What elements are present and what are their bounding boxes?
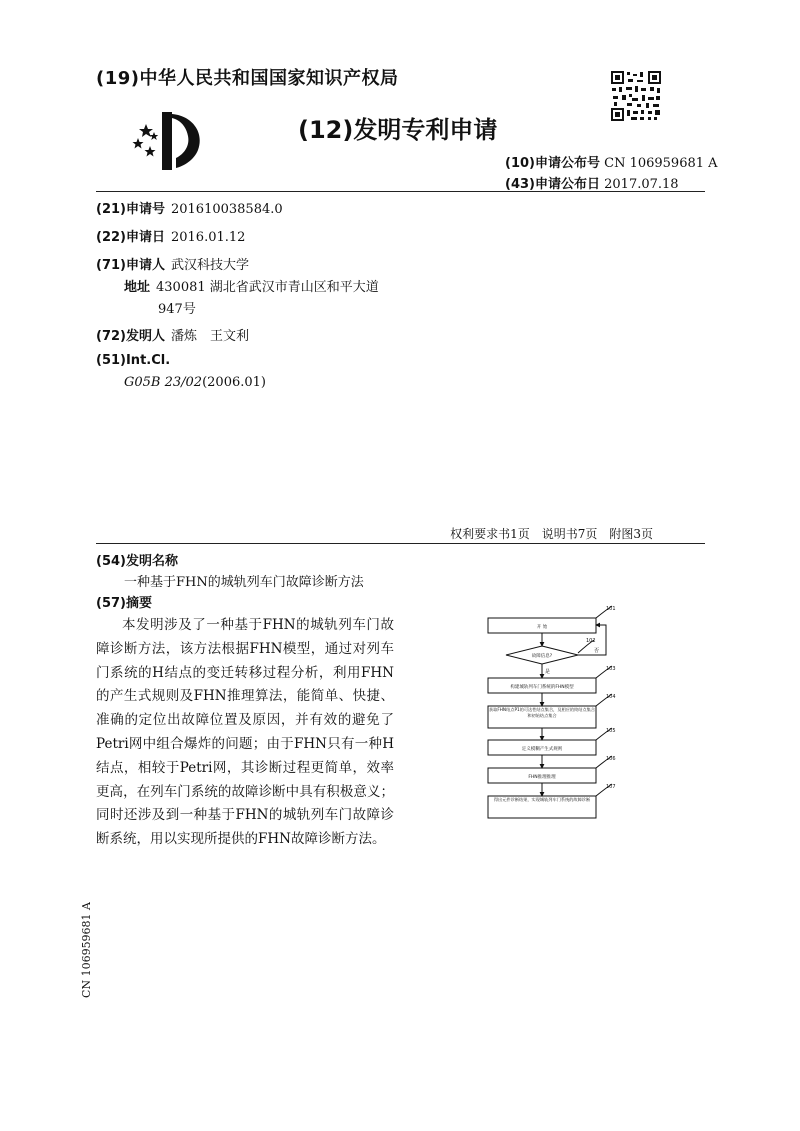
inventor-names: 潘炼 王文利	[170, 329, 249, 344]
step-101-text: 开 始	[536, 625, 548, 630]
ref-104: 104	[606, 694, 616, 700]
title-section-label: (54)发明名称	[96, 554, 178, 569]
ipc-code: G05B 23/02	[124, 375, 203, 390]
section-divider	[96, 543, 705, 544]
address-line-2: 947号	[158, 302, 196, 317]
application-number-row	[96, 198, 283, 217]
applicant-label: (71)申请人	[96, 258, 165, 273]
ipc-classification	[124, 375, 266, 390]
abstract-flowchart	[476, 600, 620, 850]
step-103-text: 构建城轨列车门系统的FHN模型	[510, 685, 574, 690]
step-107-text: 得出元件诊断结果，实现城轨列车门系统的故障诊断	[493, 797, 591, 802]
publication-date: 2017.07.18	[604, 177, 679, 192]
application-date: 2016.01.12	[170, 230, 246, 245]
qr-code	[610, 70, 662, 122]
ref-103: 103	[606, 666, 616, 672]
application-date-row	[96, 226, 245, 245]
applicant-name: 武汉科技大学	[170, 258, 249, 273]
step-106-text: FHN推理推理	[528, 775, 556, 780]
ref-105: 105	[606, 728, 616, 734]
ipc-label	[96, 353, 176, 368]
publication-date-label: (43)申请公布日	[505, 177, 600, 192]
inventor-label: (72)发明人	[96, 329, 165, 344]
publication-date-row	[505, 173, 679, 192]
ref-107: 107	[606, 784, 616, 790]
inventor-row	[96, 325, 249, 344]
header-divider	[96, 191, 705, 192]
side-publication-number: CN 106959681 A	[80, 902, 93, 998]
ref-106: 106	[606, 756, 616, 762]
step-105-text: 定义模糊产生式规则	[521, 747, 563, 752]
page-counts: 权利要求书1页 说明书7页 附图3页	[450, 527, 653, 541]
ref-102: 102	[586, 638, 596, 644]
no-branch-label: 否	[594, 648, 600, 654]
yes-branch-label: 是	[545, 669, 551, 675]
address-line-1: 430081 湖北省武汉市青山区和平大道	[156, 280, 379, 295]
invention-title: 一种基于FHN的城轨列车门故障诊断方法	[124, 575, 364, 590]
abstract-section-label: (57)摘要	[96, 596, 152, 611]
patent-office-name: (19)中华人民共和国国家知识产权局	[96, 68, 399, 89]
applicant-row	[96, 254, 249, 273]
application-number-label: (21)申请号	[96, 202, 165, 217]
ipc-label-text: (51)Int.Cl.	[96, 353, 171, 368]
document-type: (12)发明专利申请	[298, 116, 498, 144]
publication-number-label: (10)申请公布号	[505, 156, 600, 171]
step-104-text: 获取FHN结点P1的可达性结点集合，及相应的终结点集合和初始结点集合	[489, 707, 595, 718]
ref-101: 101	[606, 606, 616, 612]
application-date-label: (22)申请日	[96, 230, 165, 245]
cnipa-logo	[132, 106, 208, 172]
application-number: 201610038584.0	[170, 202, 283, 217]
publication-number: CN 106959681 A	[604, 156, 718, 171]
publication-number-row	[505, 152, 718, 171]
abstract-text: 本发明涉及了一种基于FHN的城轨列车门故障诊断方法，该方法根据FHN模型，通过对列车门系统的H结点的变迁转移过程分析，利用FHN的产生式规则及FHN推理算法，能简单、快捷、准确的定位出故障位置及原因，并有效的避免了Petri网中组合爆炸的问题；由于FHN只有一种H结点，相较于Petri网，其诊断过程更简单，效率更高，在列车门系统的故障诊断中具有积极意义；同时还涉及到一种基于FHN的城轨列车门故障诊断系统，用以实现所提供的FHN故障诊断方法。	[96, 617, 394, 848]
ipc-version: (2006.01)	[202, 375, 266, 390]
address-row	[124, 276, 379, 295]
step-102-text: 故障信息?	[531, 654, 553, 659]
address-label: 地址	[124, 280, 151, 295]
